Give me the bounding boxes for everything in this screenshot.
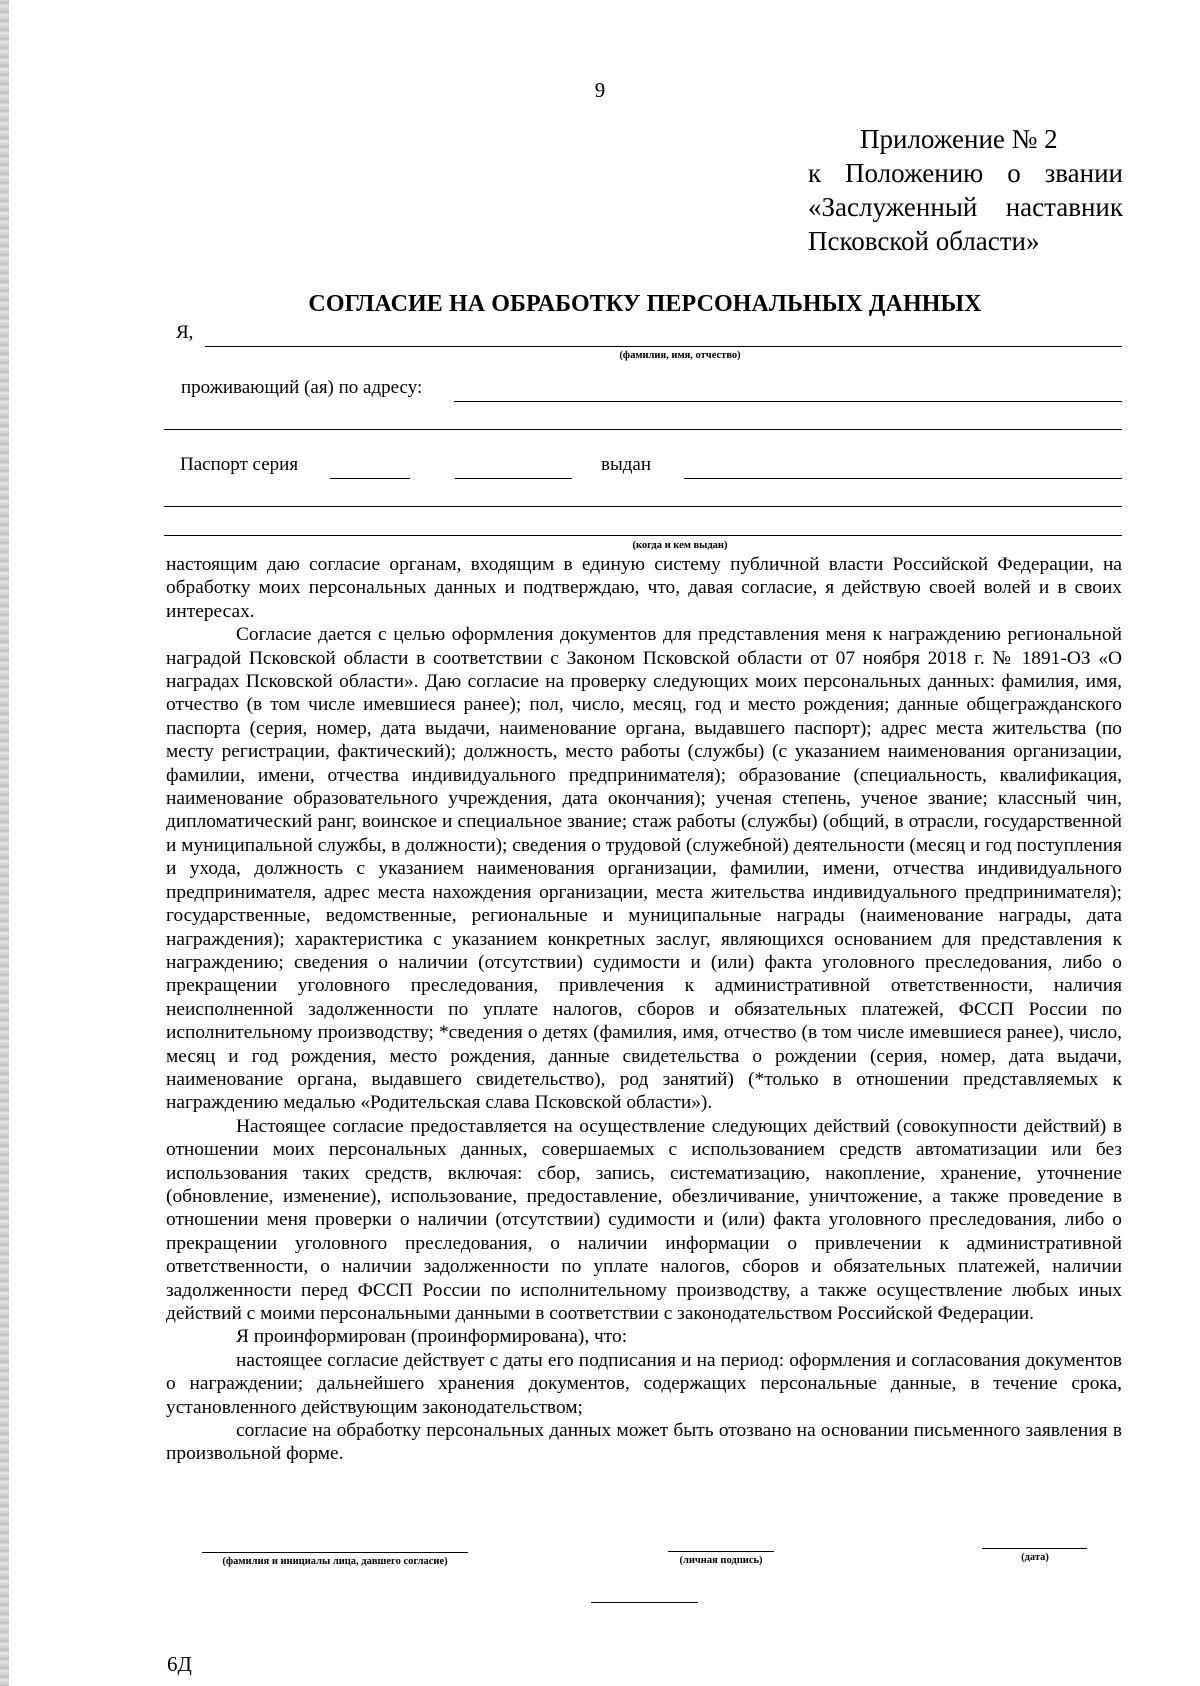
paragraph-informed: Я проинформирован (проинформирована), что: bbox=[236, 1326, 628, 1348]
issued-by-field[interactable] bbox=[684, 478, 1122, 479]
passport-number-field[interactable] bbox=[455, 478, 572, 479]
personal-signature-field[interactable] bbox=[668, 1551, 774, 1552]
consent-body bbox=[166, 553, 1122, 1466]
issued-caption: (когда и кем выдан) bbox=[632, 540, 728, 551]
issued-label: выдан bbox=[601, 454, 652, 475]
passport-label: Паспорт серия bbox=[180, 454, 299, 475]
ya-label: Я, bbox=[176, 322, 194, 343]
issued-by-field-line-2[interactable] bbox=[164, 506, 1122, 507]
appendix-line-3: «Заслуженный наставник bbox=[808, 192, 1123, 222]
appendix-line-1: Приложение № 2 bbox=[860, 124, 1058, 154]
document-title: СОГЛАСИЕ НА ОБРАБОТКУ ПЕРСОНАЛЬНЫХ ДАННЫХ bbox=[308, 291, 982, 317]
address-label: проживающий (ая) по адресу: bbox=[181, 377, 423, 398]
paragraph-actions: Настоящее согласие предоставляется на осуществление следующих действий (совокупности действий) в отношении моих персональных данных, совершаемых с использованием средств автоматизации или без использования таких средств, включая: сбор, запись, систематизацию, накопление, хранение, уточнение (обновление, изменение), использование, предоставление, обезличивание, уничтожение, а также проведение в отношении меня проверки о наличии (отсутствии) судимости и (или) факта уголовного преследования, либо о прекращении уголовного преследования, о наличии информации о привлечении к административной ответственности, о наличии задолженности по уплате налогов, сборов и обязательных платежей, наличии задолженности перед ФССП России по исполнительному производству, а также осуществление любых иных действий с моими персональными данными в соответствии с законодательством Российской Федерации. bbox=[166, 1115, 1122, 1324]
fio-caption: (фамилия, имя, отчество) bbox=[619, 350, 741, 361]
paragraph-purpose: Согласие дается с целью оформления документов для представления меня к награждению региональной наградой Псковской области в соответствии с Законом Псковской области от 07 ноября 2018 г. № 1891-ОЗ «О наградах Псковской области». Даю согласие на проверку следующих моих персональных данных: фамилия, имя, отчество (в том числе имевшиеся ранее); пол, число, месяц, год и место рождения; данные общегражданского паспорта (серия, номер, дата выдачи, наименование органа, выдавшего паспорт); адрес места жительства (по месту регистрации, фактический); должность, место работы (службы) (с указанием наименования организации, фамилии, имени, отчества индивидуального предпринимателя); образование (специальность, квалификация, наименование образовательного учреждения, дата окончания); ученая степень, ученое звание; классный чин, дипломатический ранг, воинское и специальное звание; стаж работы (службы) (общий, в отрасли, государственной и муниципальной службы, в должности); сведения о трудовой (служебной) деятельности (месяц и год поступления и ухода, должность с указанием наименования организации, фамилии, имени, отчества индивидуального предпринимателя, адрес места нахождения организации, места жительства индивидуального предпринимателя); государственные, ведомственные, региональные и муниципальные награды (наименование награды, дата награждения); характеристика с указанием конкретных заслуг, являющихся основанием для представления к награждению; сведения о наличии (отсутствии) судимости и (или) факта уголовного преследования, либо о прекращении уголовного преследования, привлечения к административной ответственности, наличия неисполненной задолженности по уплате налогов, сборов и обязательных платежей, ФССП России по исполнительному производству; *сведения о детях (фамилия, имя, отчество (в том числе имевшиеся ранее), число, месяц и год рождения, место рождения, данные свидетельства о рождении (серия, номер, дата выдачи, наименование органа, выдавшего свидетельство), род занятий) (*только в отношении представляемых к награждению медалью «Родительская слава Псковской области»). bbox=[166, 624, 1122, 1114]
date-field[interactable] bbox=[982, 1548, 1087, 1549]
address-field-line-2[interactable] bbox=[164, 429, 1122, 430]
page-number: 9 bbox=[594, 78, 606, 102]
personal-signature-caption: (личная подпись) bbox=[679, 1555, 763, 1566]
appendix-line-4: Псковской области» bbox=[808, 226, 1040, 256]
appendix-heading bbox=[808, 122, 1123, 258]
paragraph-validity: настоящее согласие действует с даты его подписания и на период: оформления и согласования документов о награждении; дальнейшего хранения документов, содержащих персональные данные, в течение срока, установленного действующим законодательством; bbox=[166, 1349, 1122, 1418]
address-field[interactable] bbox=[454, 401, 1122, 402]
signer-name-caption: (фамилия и инициалы лица, давшего согласие) bbox=[222, 1556, 448, 1567]
appendix-line-2: к Положению о звании bbox=[808, 158, 1123, 188]
fio-field[interactable] bbox=[205, 346, 1122, 347]
separator-line bbox=[591, 1602, 698, 1603]
date-caption: (дата) bbox=[1021, 1552, 1049, 1563]
signer-name-field[interactable] bbox=[202, 1552, 468, 1553]
paragraph-consent-intro: настоящим даю согласие органам, входящим в единую систему публичной власти Российской Федерации, на обработку моих персональных данных и подтверждаю, что, давая согласие, я действую своей волей и в своих интересах. bbox=[166, 554, 1122, 622]
issued-by-field-line-3[interactable] bbox=[164, 535, 1122, 536]
paragraph-revocation: согласие на обработку персональных данных может быть отозвано на основании письменного заявления в произвольной форме. bbox=[166, 1420, 1122, 1465]
scan-edge bbox=[0, 0, 9, 1686]
passport-series-field[interactable] bbox=[330, 478, 410, 479]
footer-code: 6Д bbox=[167, 1652, 192, 1676]
